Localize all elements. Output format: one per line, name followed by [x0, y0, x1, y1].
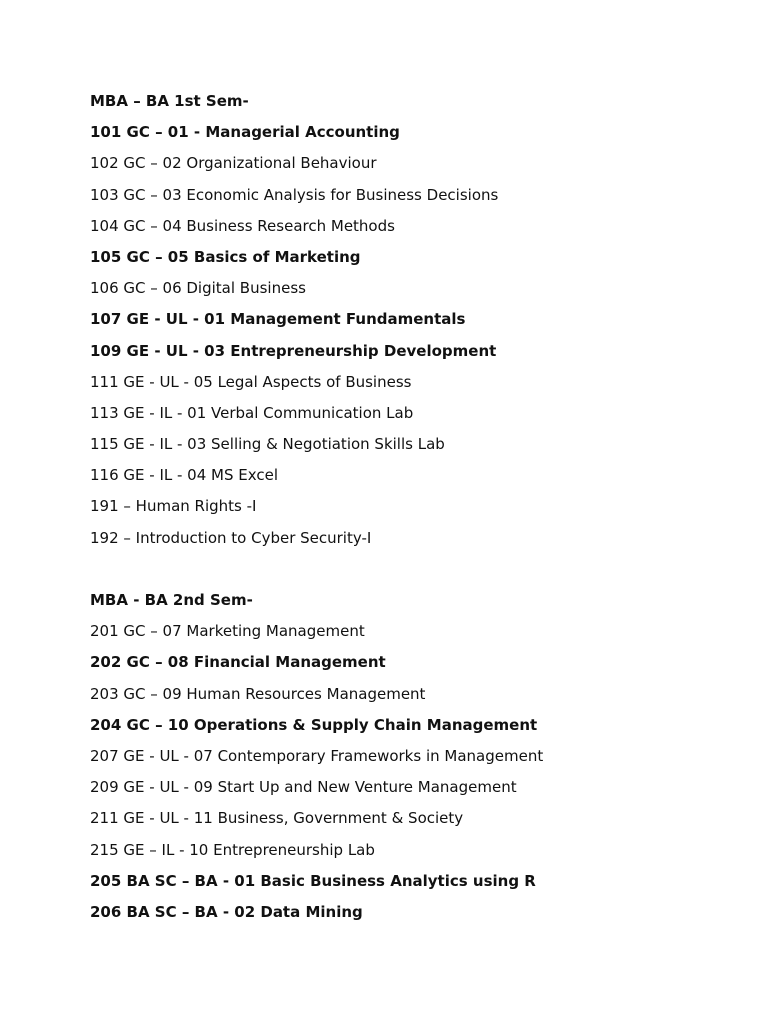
course-line: 192 – Introduction to Cyber Security-I — [90, 528, 372, 547]
course-line: 206 BA SC – BA - 02 Data Mining — [90, 902, 363, 921]
course-line: 205 BA SC – BA - 01 Basic Business Analytics using R — [90, 871, 536, 890]
course-line: 204 GC – 10 Operations & Supply Chain Management — [90, 715, 538, 734]
course-line: 101 GC – 01 - Managerial Accounting — [90, 123, 400, 142]
course-line: 105 GC – 05 Basics of Marketing — [90, 247, 361, 266]
course-line: 103 GC – 03 Economic Analysis for Business Decisions — [90, 185, 499, 204]
course-line: 115 GE - IL - 03 Selling & Negotiation Skills Lab — [90, 435, 445, 454]
course-line: 207 GE - UL - 07 Contemporary Frameworks in Management — [90, 746, 544, 765]
course-line: 191 – Human Rights -I — [90, 497, 257, 516]
course-line: 104 GC – 04 Business Research Methods — [90, 216, 395, 235]
course-line: 113 GE - IL - 01 Verbal Communication Lab — [90, 403, 414, 422]
course-line: 109 GE - UL - 03 Entrepreneurship Development — [90, 341, 497, 360]
course-line: 102 GC – 02 Organizational Behaviour — [90, 154, 377, 173]
course-line: 201 GC – 07 Marketing Management — [90, 622, 365, 641]
course-line: 107 GE - UL - 01 Management Fundamentals — [90, 310, 466, 329]
semester-2-heading: MBA - BA 2nd Sem- — [90, 591, 253, 609]
course-line: 209 GE - UL - 09 Start Up and New Venture Management — [90, 778, 517, 797]
semester-1-section — [90, 90, 710, 558]
course-line: 116 GE - IL - 04 MS Excel — [90, 466, 278, 485]
course-line: 211 GE - UL - 11 Business, Government & Society — [90, 809, 464, 828]
semester-2-section — [90, 589, 710, 932]
course-line: 106 GC – 06 Digital Business — [90, 279, 306, 298]
course-line: 203 GC – 09 Human Resources Management — [90, 684, 426, 703]
semester-1-heading: MBA – BA 1st Sem- — [90, 92, 249, 110]
course-line: 202 GC – 08 Financial Management — [90, 653, 386, 672]
course-line: 111 GE - UL - 05 Legal Aspects of Business — [90, 372, 412, 391]
course-line: 215 GE – IL - 10 Entrepreneurship Lab — [90, 840, 375, 859]
